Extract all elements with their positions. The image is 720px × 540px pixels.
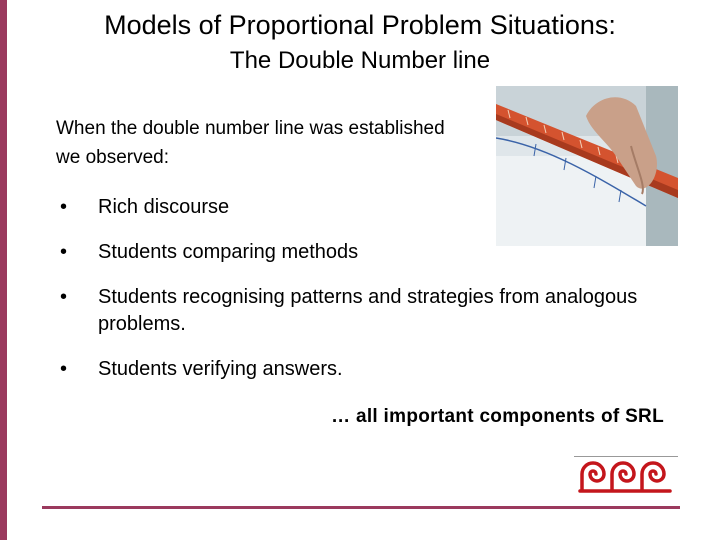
bullet-text: Rich discourse	[98, 196, 230, 218]
conclusion-text: … all important components of SRL	[331, 406, 664, 427]
bullet-text: Students comparing methods	[98, 241, 359, 263]
bullet-text: Students verifying answers.	[98, 358, 343, 380]
classroom-photo	[496, 86, 678, 246]
slide-title: Models of Proportional Problem Situations:	[104, 10, 616, 40]
bullet-symbol: •	[60, 196, 68, 218]
bullet-item	[60, 356, 660, 383]
bullet-symbol: •	[60, 286, 68, 308]
bullet-item	[60, 284, 660, 338]
left-accent-bar	[0, 0, 7, 540]
photo-illustration	[496, 86, 678, 246]
bullet-symbol: •	[60, 241, 68, 263]
bullet-symbol: •	[60, 358, 68, 380]
footer-divider	[42, 506, 680, 509]
bullet-text: Students recognising patterns and strategies from analogous problems.	[98, 286, 638, 335]
slide-subtitle: The Double Number line	[229, 47, 491, 74]
spiral-logo-icon	[578, 460, 674, 494]
logo-divider	[574, 456, 678, 457]
intro-text: When the double number line was established we observed:	[56, 118, 445, 168]
